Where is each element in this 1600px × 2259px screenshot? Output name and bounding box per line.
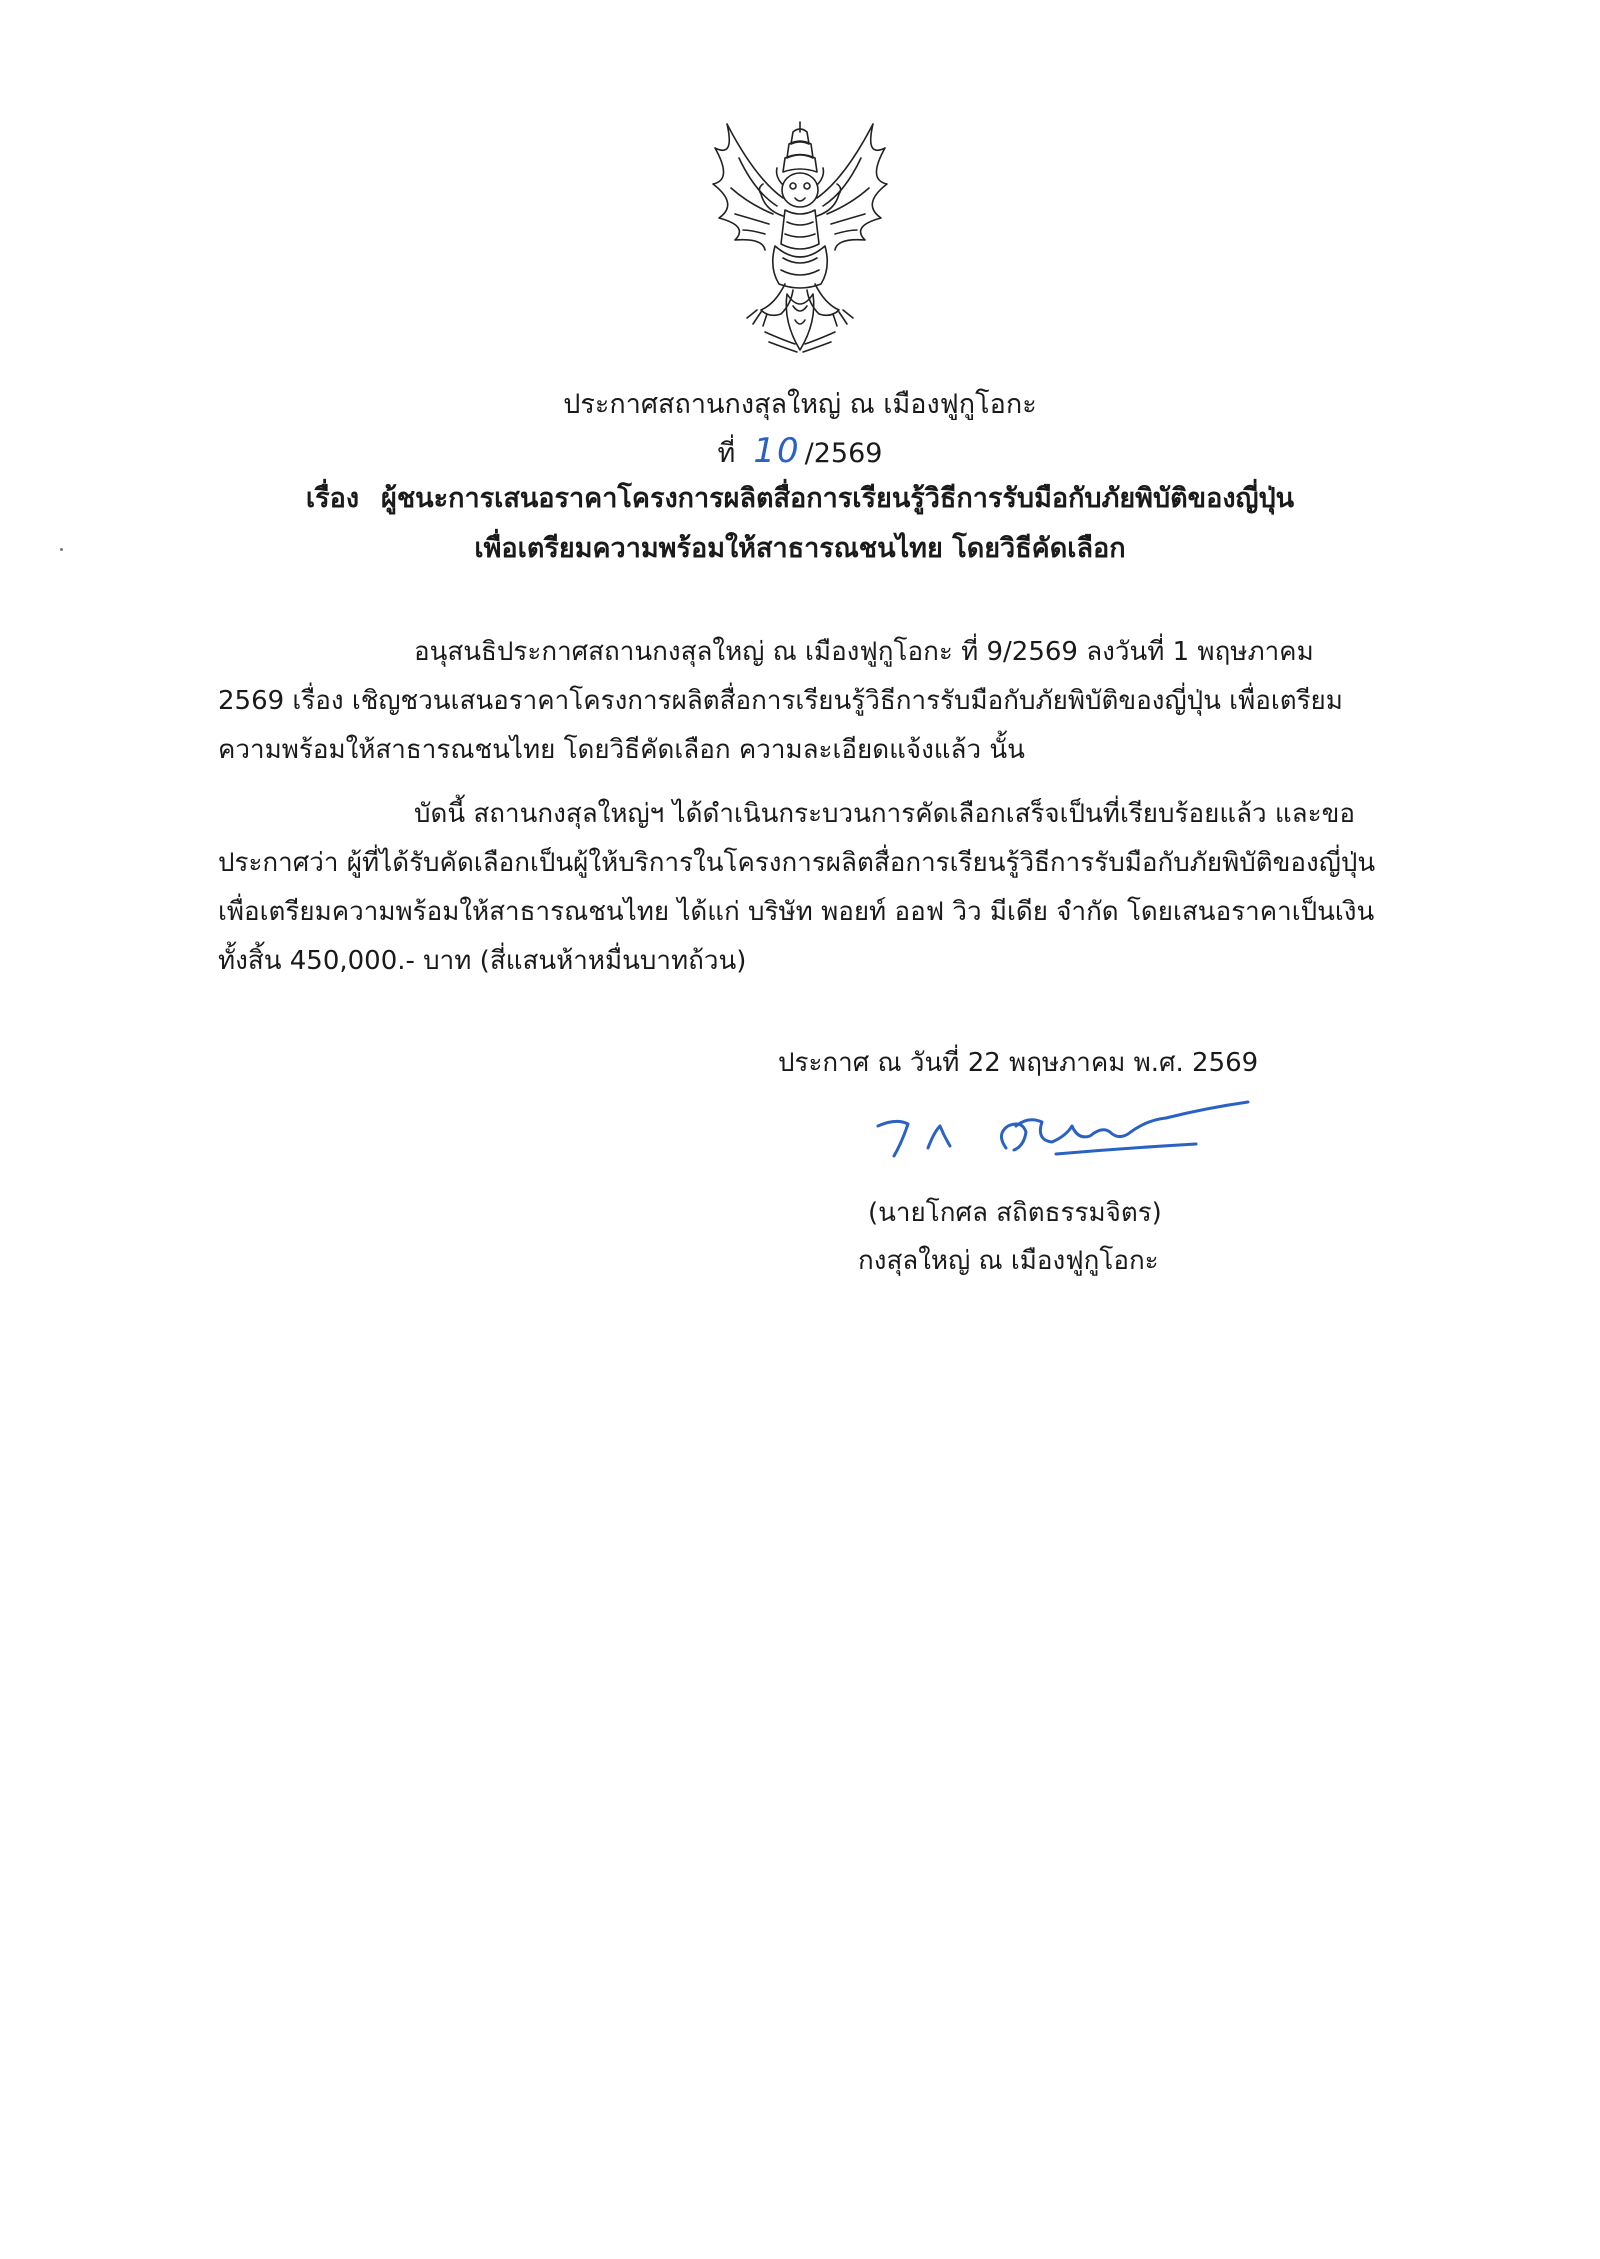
number-prefix: ที่ — [717, 438, 736, 469]
paragraph-line: ทั้งสิ้น 450,000.- บาท (สี่แสนห้าหมื่นบาทถ้วน) — [218, 946, 747, 976]
subject-text-1: ผู้ชนะการเสนอราคาโครงการผลิตสื่อการเรียนรู้วิธีการรับมือกับภัยพิบัติของญี่ปุ่น — [381, 483, 1295, 514]
paragraph-line: ความพร้อมให้สาธารณชนไทย โดยวิธีคัดเลือก ความละเอียดแจ้งแล้ว นั้น — [218, 735, 1025, 765]
announcement-date: ประกาศ ณ วันที่ 22 พฤษภาคม พ.ศ. 2569 — [778, 1048, 1259, 1078]
paragraph-result — [218, 790, 1383, 986]
paragraph-line: อนุสนธิประกาศสถานกงสุลใหญ่ ณ เมืองฟูกูโอกะ ที่ 9/2569 ลงวันที่ 1 พฤษภาคม — [414, 637, 1314, 667]
subject-line-1 — [0, 476, 1600, 522]
paragraph-line: 2569 เรื่อง เชิญชวนเสนอราคาโครงการผลิตสื่อการเรียนรู้วิธีการรับมือกับภัยพิบัติของญี่ปุ่น เพื่อเตรียม — [218, 686, 1343, 716]
handwritten-signature-icon — [866, 1096, 1266, 1176]
paragraph-line: บัดนี้ สถานกงสุลใหญ่ฯ ได้ดำเนินกระบวนการคัดเลือกเสร็จเป็นที่เรียบร้อยแล้ว และขอ — [414, 799, 1355, 829]
signer-name: (นายโกศล สถิตธรรมจิตร) — [868, 1198, 1162, 1228]
signer-position: กงสุลใหญ่ ณ เมืองฟูกูโอกะ — [858, 1246, 1159, 1276]
paragraph-reference — [218, 628, 1383, 775]
garuda-emblem-icon — [705, 118, 895, 358]
number-suffix: /2569 — [804, 438, 883, 469]
subject-label: เรื่อง — [305, 483, 360, 514]
subject-line-2: เพื่อเตรียมความพร้อมให้สาธารณชนไทย โดยวิธีคัดเลือก — [474, 533, 1126, 564]
announcement-title: ประกาศสถานกงสุลใหญ่ ณ เมืองฟูกูโอกะ — [563, 389, 1037, 420]
handwritten-number: 10 — [753, 431, 801, 471]
paragraph-line: ประกาศว่า ผู้ที่ได้รับคัดเลือกเป็นผู้ให้บริการในโครงการผลิตสื่อการเรียนรู้วิธีการรับมือกับภัยพิบัติของญี่ปุ่น — [218, 848, 1376, 878]
paragraph-line: เพื่อเตรียมความพร้อมให้สาธารณชนไทย ได้แก่ บริษัท พอยท์ ออฟ วิว มีเดีย จำกัด โดยเสนอราคาเป็นเงิน — [218, 897, 1375, 927]
announcement-number — [0, 428, 1600, 477]
